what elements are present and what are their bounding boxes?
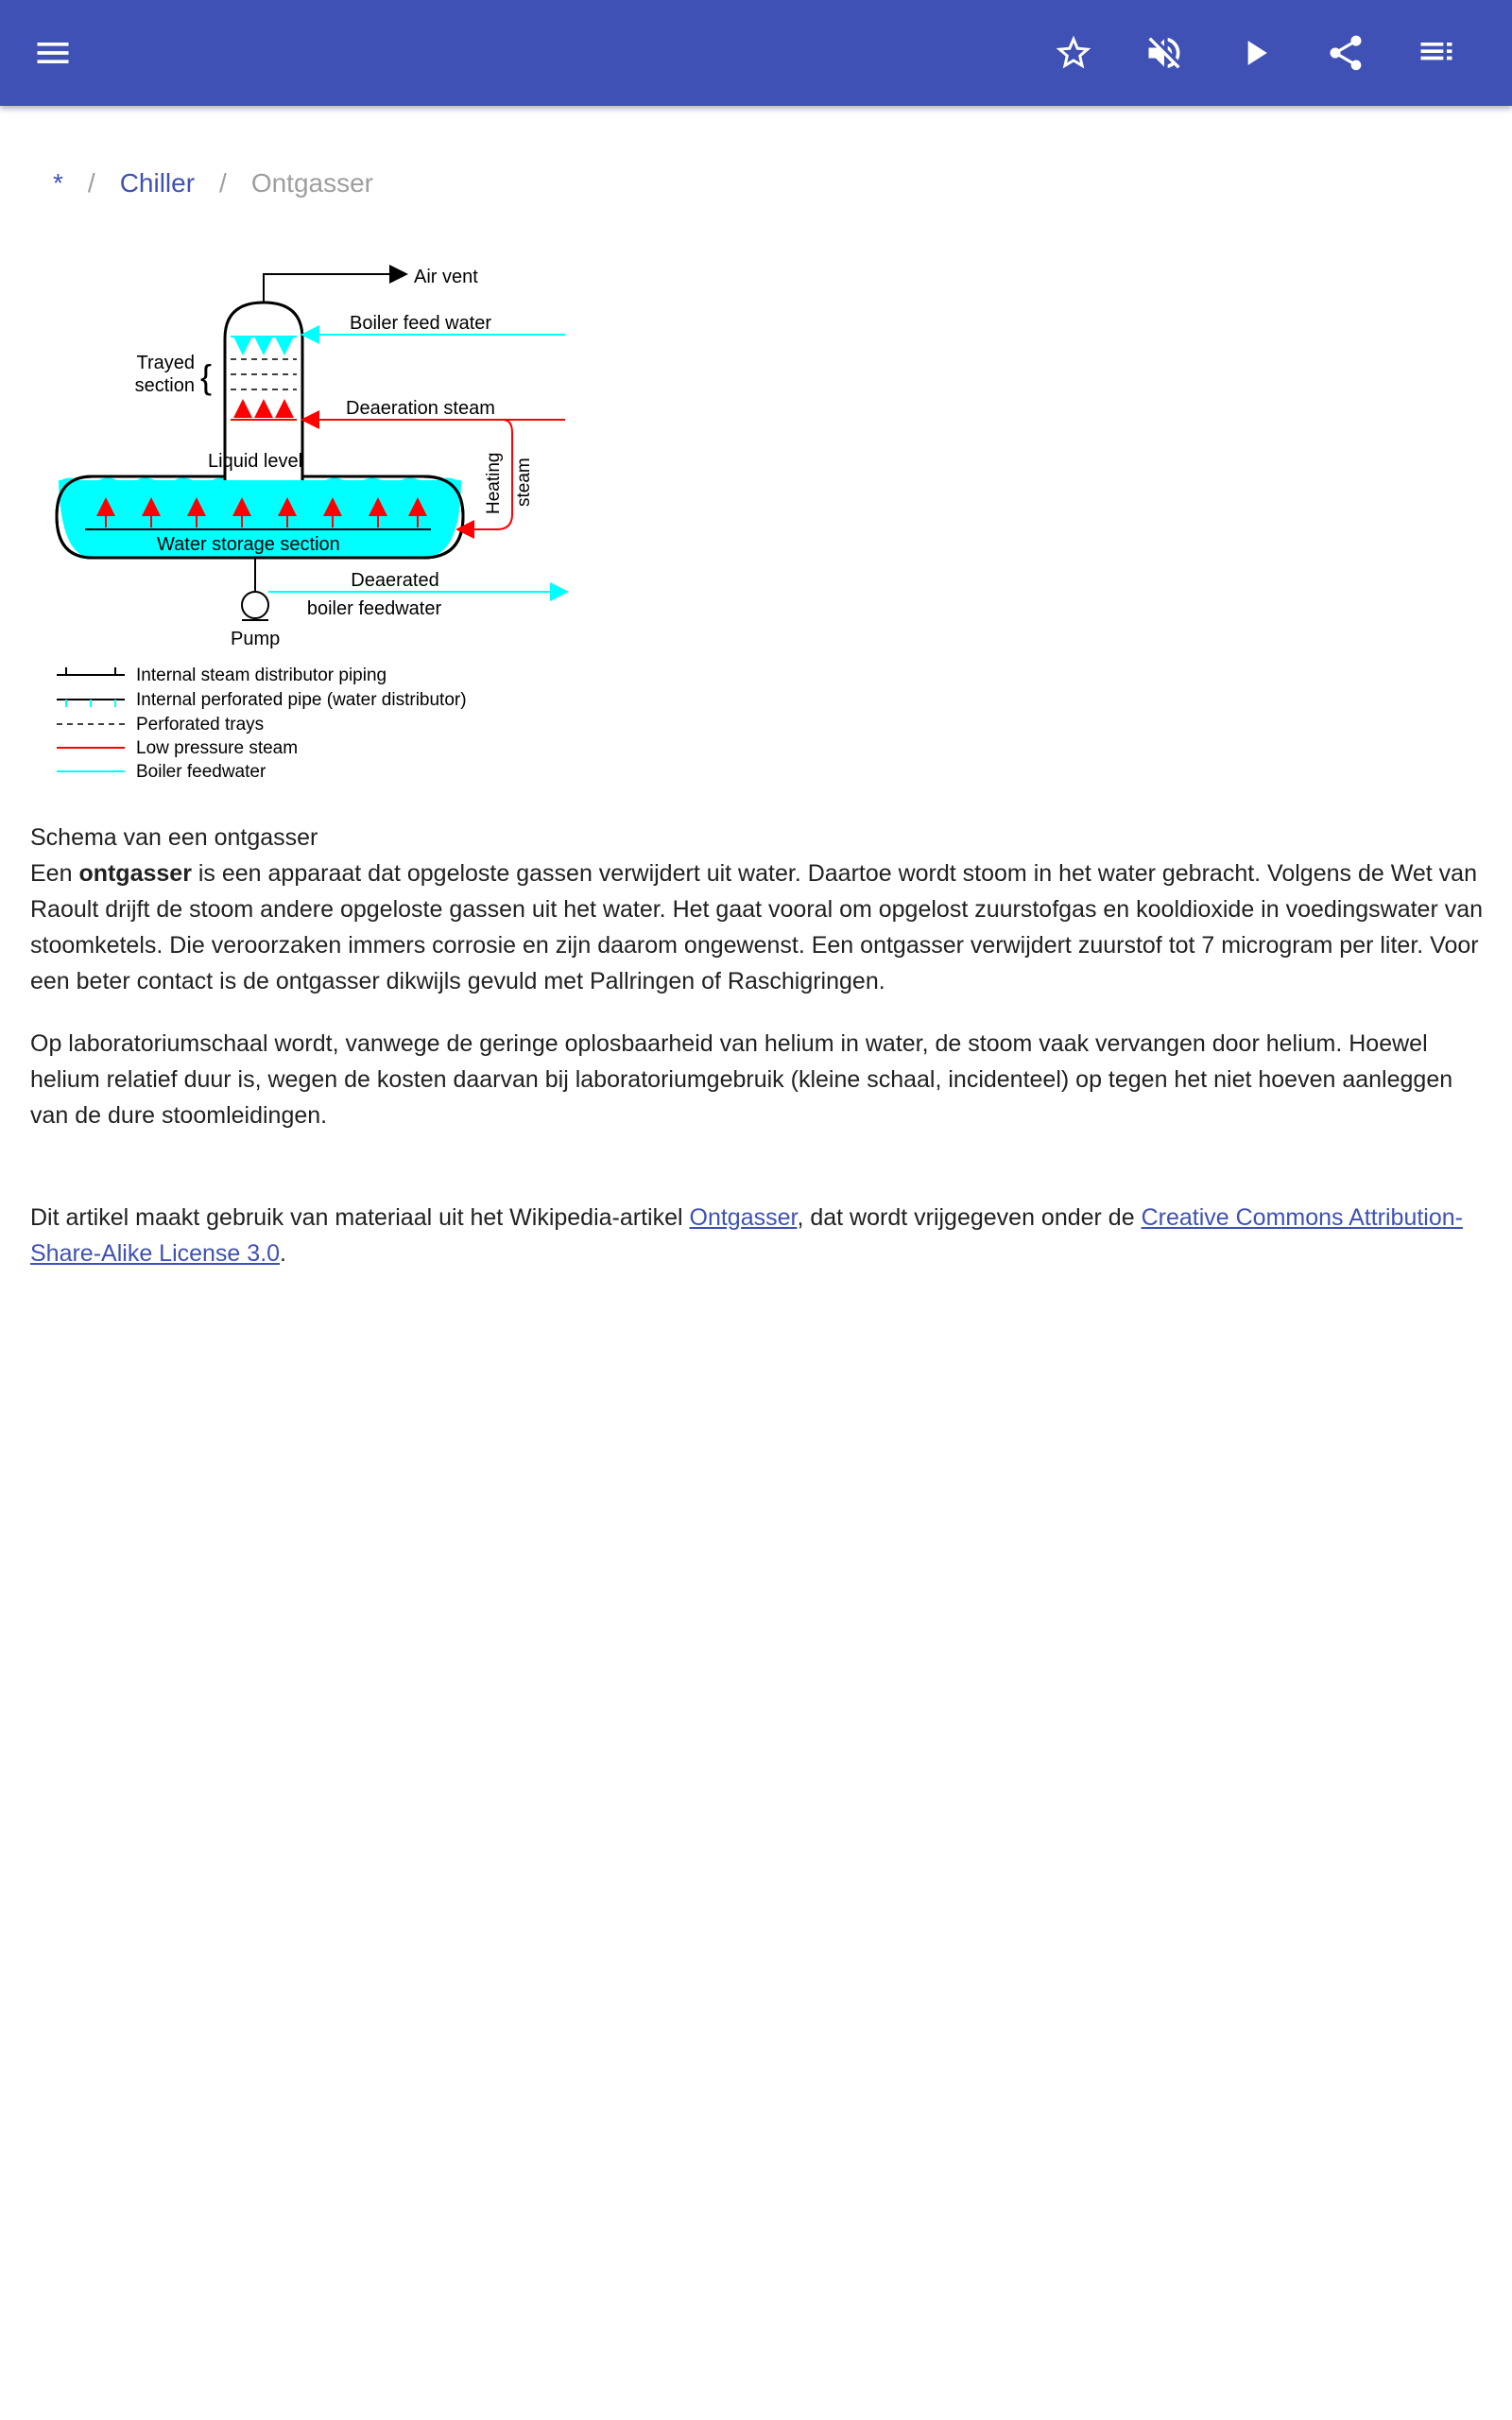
- breadcrumb-parent[interactable]: Chiller: [119, 168, 196, 198]
- breadcrumb-separator: /: [87, 168, 95, 198]
- deaerated-label: Deaerated: [351, 570, 439, 591]
- deaerator-schematic: [47, 253, 576, 794]
- text-span: is een apparaat dat opgeloste gassen verwijdert uit water. Daartoe wordt stoom in het water gebracht. Volgens de Wet van Raoult drijft de stoom andere opgeloste gassen uit het water. Het gaat vooral om opgelost zuurstofgas en kooldioxide in voedingswater van stoomketels. Die veroorzaken immers corrosie en zijn daarom ongewenst. Een ontgasser verwijdert zuurstof tot 7 microgram per liter. Voor een beter contact is de ontgasser dikwijls gevuld met Pallringen of Raschigringen.: [30, 860, 1484, 994]
- play-icon: [1234, 32, 1276, 74]
- license-link[interactable]: Creative Commons Attribution-Share-Alike License 3.0: [30, 1204, 1463, 1267]
- paragraph-helium: Op laboratoriumschaal wordt, vanwege de geringe oplosbaarheid van helium in water, de stoom vaak vervangen door helium. Hoewel helium relatief duur is, wegen de kosten daarvan bij laboratoriumgebruik (kleine schaal, incidenteel) op tegen het niet hoeven aanleggen van de dure stoomleidingen.: [30, 1030, 1453, 1129]
- trayed-label: Trayed: [136, 353, 195, 373]
- heating-label: Heating: [484, 452, 504, 514]
- contents-button[interactable]: [1406, 23, 1467, 83]
- star-outline-icon: [1053, 32, 1094, 74]
- text-span: Een: [30, 860, 79, 887]
- legend: [57, 666, 467, 782]
- deaeration-steam-label: Deaeration steam: [346, 398, 495, 419]
- share-button[interactable]: [1315, 23, 1376, 83]
- boiler-feed-water-label: Boiler feed water: [350, 313, 492, 334]
- water-storage-label: Water storage section: [157, 534, 340, 555]
- section-label: section: [134, 375, 195, 396]
- playlist-icon: [1416, 32, 1457, 74]
- text-span: , dat wordt vrijgegeven onder de: [797, 1204, 1142, 1231]
- menu-button[interactable]: [23, 23, 83, 83]
- air-vent-label: Air vent: [414, 267, 478, 287]
- pump-label: Pump: [231, 629, 281, 649]
- volume-off-icon: [1143, 32, 1185, 74]
- liquid-level-label: Liquid level: [208, 451, 303, 472]
- wikipedia-article-link[interactable]: Ontgasser: [689, 1204, 798, 1231]
- breadcrumb-root[interactable]: *: [53, 168, 63, 198]
- text-span: Dit artikel maakt gebruik van materiaal uit het Wikipedia-artikel: [30, 1204, 690, 1231]
- mute-button[interactable]: [1134, 23, 1194, 83]
- steam-label: steam: [514, 458, 534, 507]
- figure-caption: Schema van een ontgasser: [30, 824, 318, 851]
- breadcrumb-current: Ontgasser: [250, 168, 373, 198]
- bookmark-button[interactable]: [1043, 23, 1104, 83]
- play-button[interactable]: [1225, 23, 1285, 83]
- brace-glyph: {: [200, 357, 213, 396]
- breadcrumb: [53, 168, 373, 199]
- text-span: .: [280, 1240, 286, 1267]
- deaerator-diagram[interactable]: [47, 253, 576, 794]
- attribution: [30, 1200, 1486, 1271]
- share-icon: [1325, 32, 1366, 74]
- boiler-feedwater-out-label: boiler feedwater: [306, 598, 442, 619]
- legend-item: Perforated trays: [136, 715, 265, 735]
- legend-item: Boiler feedwater: [136, 762, 266, 782]
- app-bar: [0, 0, 1512, 106]
- paragraph-intro: [30, 856, 1486, 999]
- breadcrumb-separator: /: [219, 168, 227, 198]
- legend-item: Internal perforated pipe (water distributor): [136, 690, 467, 710]
- bold-term: ontgasser: [78, 860, 192, 887]
- legend-item: Internal steam distributor piping: [136, 666, 387, 685]
- article-body: [30, 820, 1486, 1271]
- menu-icon: [32, 32, 74, 74]
- legend-item: Low pressure steam: [136, 738, 299, 758]
